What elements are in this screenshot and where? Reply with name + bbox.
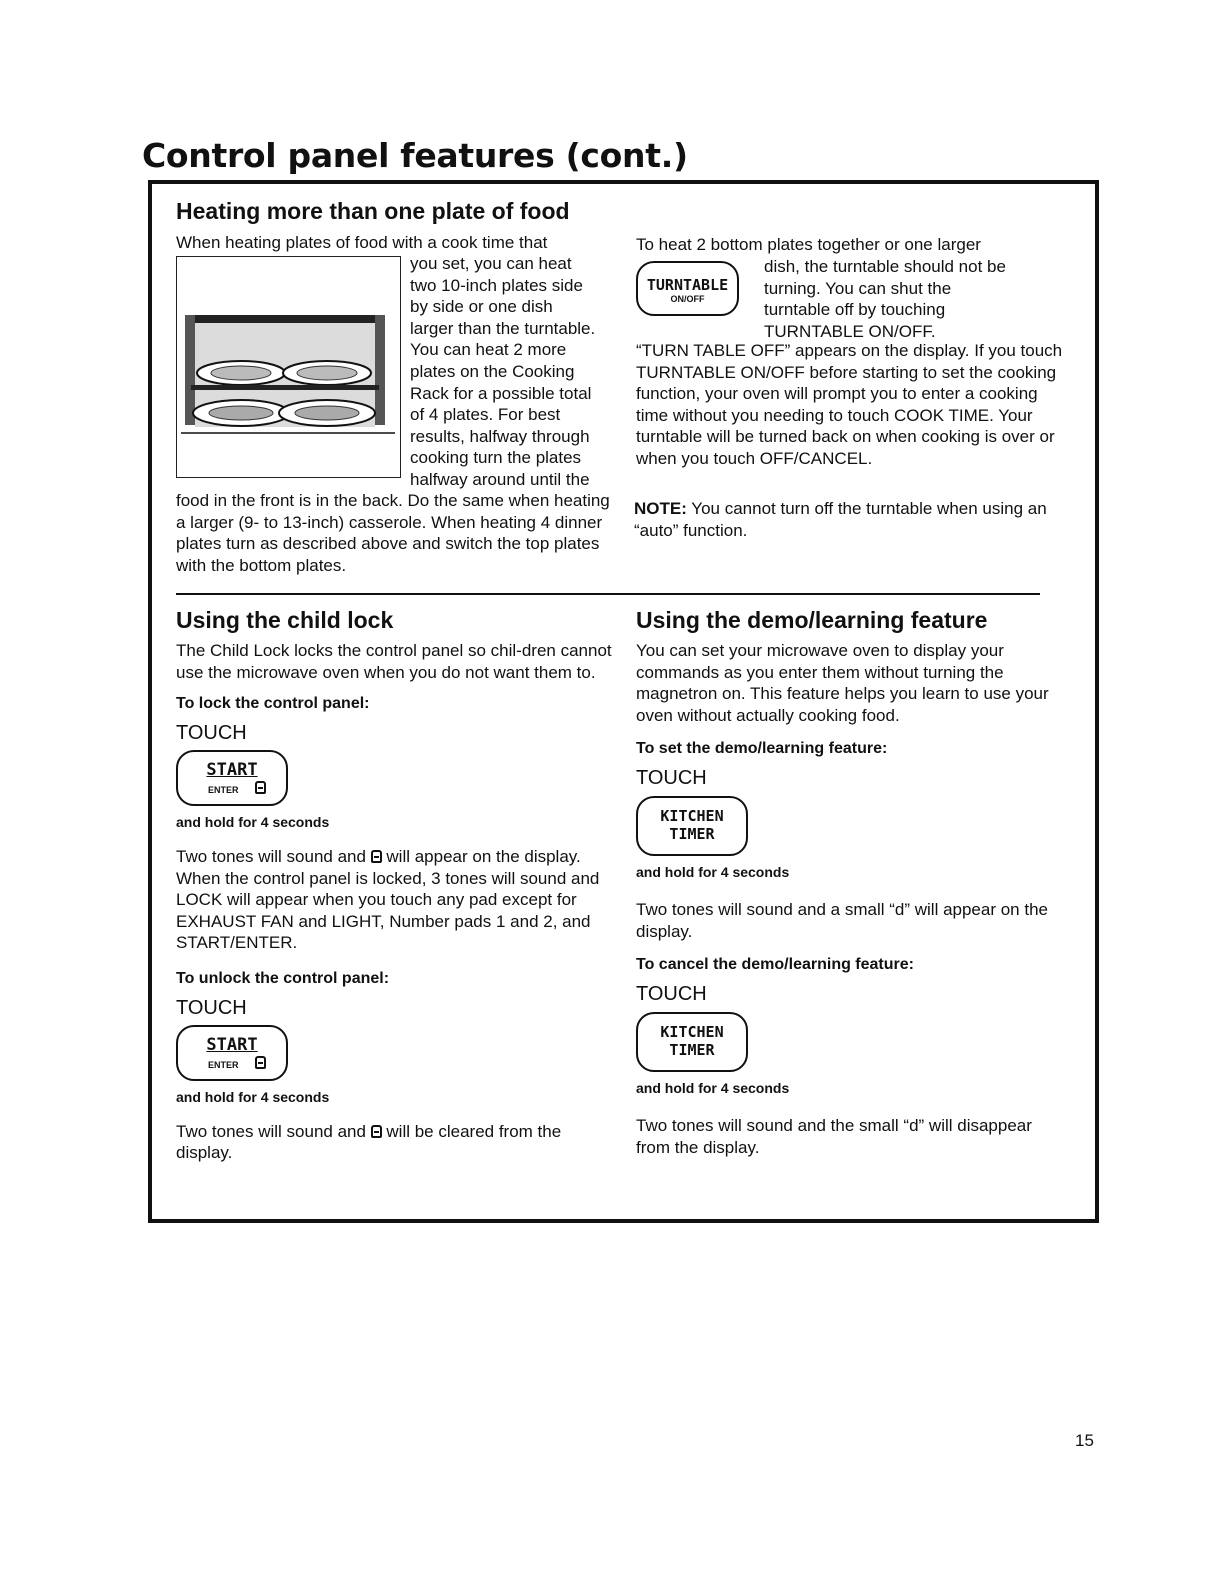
wrapped-line: turntable off by touching <box>764 300 946 320</box>
lock-icon <box>371 850 382 863</box>
oven-rack-icon <box>177 257 399 476</box>
turntable-on-off-pad: TURNTABLE ON/OFF <box>636 261 739 316</box>
kitchen-timer-pad: KITCHEN TIMER <box>636 796 748 856</box>
start-enter-pad-unlock: START ENTER <box>176 1025 288 1081</box>
demo-set-touch-label: TOUCH <box>636 766 707 789</box>
lock-icon <box>255 781 266 794</box>
heating-heading: Heating more than one plate of food <box>176 198 570 224</box>
wrapped-line: larger than the turntable. <box>410 318 596 338</box>
turntable-text-rest: “TURN TABLE OFF” appears on the display. If you touch TURNTABLE ON/OFF before starting to set the cooking function, your oven will prompt you to enter a cooking time without you needing to touch COOK TIME. Your turntable will be turned back on when cooking is over or when you touch OFF/CANCEL. <box>636 341 1063 468</box>
demo-section <box>636 607 1066 1158</box>
wrapped-line: You can heat 2 more <box>410 340 567 360</box>
note-text: You cannot turn off the turntable when using an “auto” function. <box>634 499 1047 540</box>
lock-hold-text: and hold for 4 seconds <box>176 814 330 831</box>
demo-set-result-text: Two tones will sound and a small “d” will appear on the display. <box>636 900 1048 941</box>
wrapped-line: by side or one dish <box>410 297 553 317</box>
demo-set-hold-text: and hold for 4 seconds <box>636 863 790 880</box>
turntable-text-line0: To heat 2 bottom plates together or one larger <box>636 235 981 254</box>
demo-cancel-hold-text: and hold for 4 seconds <box>636 1079 790 1096</box>
oven-plates-illustration <box>176 256 401 478</box>
wrapped-line: TURNTABLE ON/OFF. <box>764 321 936 341</box>
demo-heading: Using the demo/learning feature <box>636 607 988 633</box>
demo-cancel-touch-label: TOUCH <box>636 982 707 1005</box>
child-lock-heading: Using the child lock <box>176 607 394 633</box>
turntable-note <box>634 498 1074 541</box>
lock-touch-label: TOUCH <box>176 721 247 744</box>
demo-cancel-result-text: Two tones will sound and the small “d” will disappear from the display. <box>636 1116 1032 1157</box>
lock-icon <box>255 1056 266 1069</box>
demo-cancel-subheading: To cancel the demo/learning feature: <box>636 956 914 974</box>
lock-subheading: To lock the control panel: <box>176 695 370 713</box>
page-title: Control panel features (cont.) <box>142 136 688 175</box>
child-lock-section <box>176 607 616 1164</box>
start-enter-pad: START ENTER <box>176 750 288 806</box>
unlock-touch-label: TOUCH <box>176 996 247 1019</box>
heating-text-wrapped <box>410 253 620 491</box>
unlock-hold-text: and hold for 4 seconds <box>176 1089 330 1106</box>
wrapped-line: turning. You can shut the <box>764 278 952 298</box>
wrapped-line: results, halfway through <box>410 426 590 446</box>
note-label: NOTE: <box>634 499 687 518</box>
unlock-result-text: Two tones will sound and will be cleared from the display. <box>176 1121 562 1163</box>
wrapped-line: halfway around until the <box>410 469 590 489</box>
page-number: 15 <box>1075 1431 1094 1450</box>
unlock-subheading: To unlock the control panel: <box>176 969 390 987</box>
wrapped-line: cooking turn the plates <box>410 448 582 468</box>
demo-set-subheading: To set the demo/learning feature: <box>636 740 888 758</box>
kitchen-timer-pad-cancel: KITCHEN TIMER <box>636 1012 748 1072</box>
wrapped-line: Rack for a possible total <box>410 383 592 403</box>
wrapped-line: plates on the Cooking <box>410 361 575 381</box>
wrapped-line: dish, the turntable should not be <box>764 257 1006 276</box>
wrapped-line: two 10-inch plates side <box>410 275 583 295</box>
child-lock-intro: The Child Lock locks the control panel so chil-dren cannot use the microwave oven when you do not want them to. <box>176 641 612 682</box>
heating-text-rest: food in the front is in the back. Do the same when heating a larger (9- to 13-inch) casserole. When heating 4 dinner plates turn as described above and switch the top plates with the bottom plates. <box>176 491 610 575</box>
wrapped-line: of 4 plates. For best <box>410 405 561 425</box>
lock-icon <box>371 1125 382 1138</box>
wrapped-line: you set, you can heat <box>410 254 572 273</box>
demo-intro: You can set your microwave oven to display your commands as you enter them without turning the magnetron on. This feature helps you learn to use your oven without actually cooking food. <box>636 641 1049 725</box>
turntable-text-wrapped <box>764 256 1064 342</box>
lock-result-text: Two tones will sound and will appear on the display. When the control panel is locked, 3 tones will sound and LOCK will appear when you touch any pad except for EXHAUST FAN and LIGHT, Number pads 1 and 2, and START/ENTER. <box>176 846 600 953</box>
section-divider <box>176 593 1040 595</box>
heating-text-line0: When heating plates of food with a cook time that <box>176 233 548 252</box>
